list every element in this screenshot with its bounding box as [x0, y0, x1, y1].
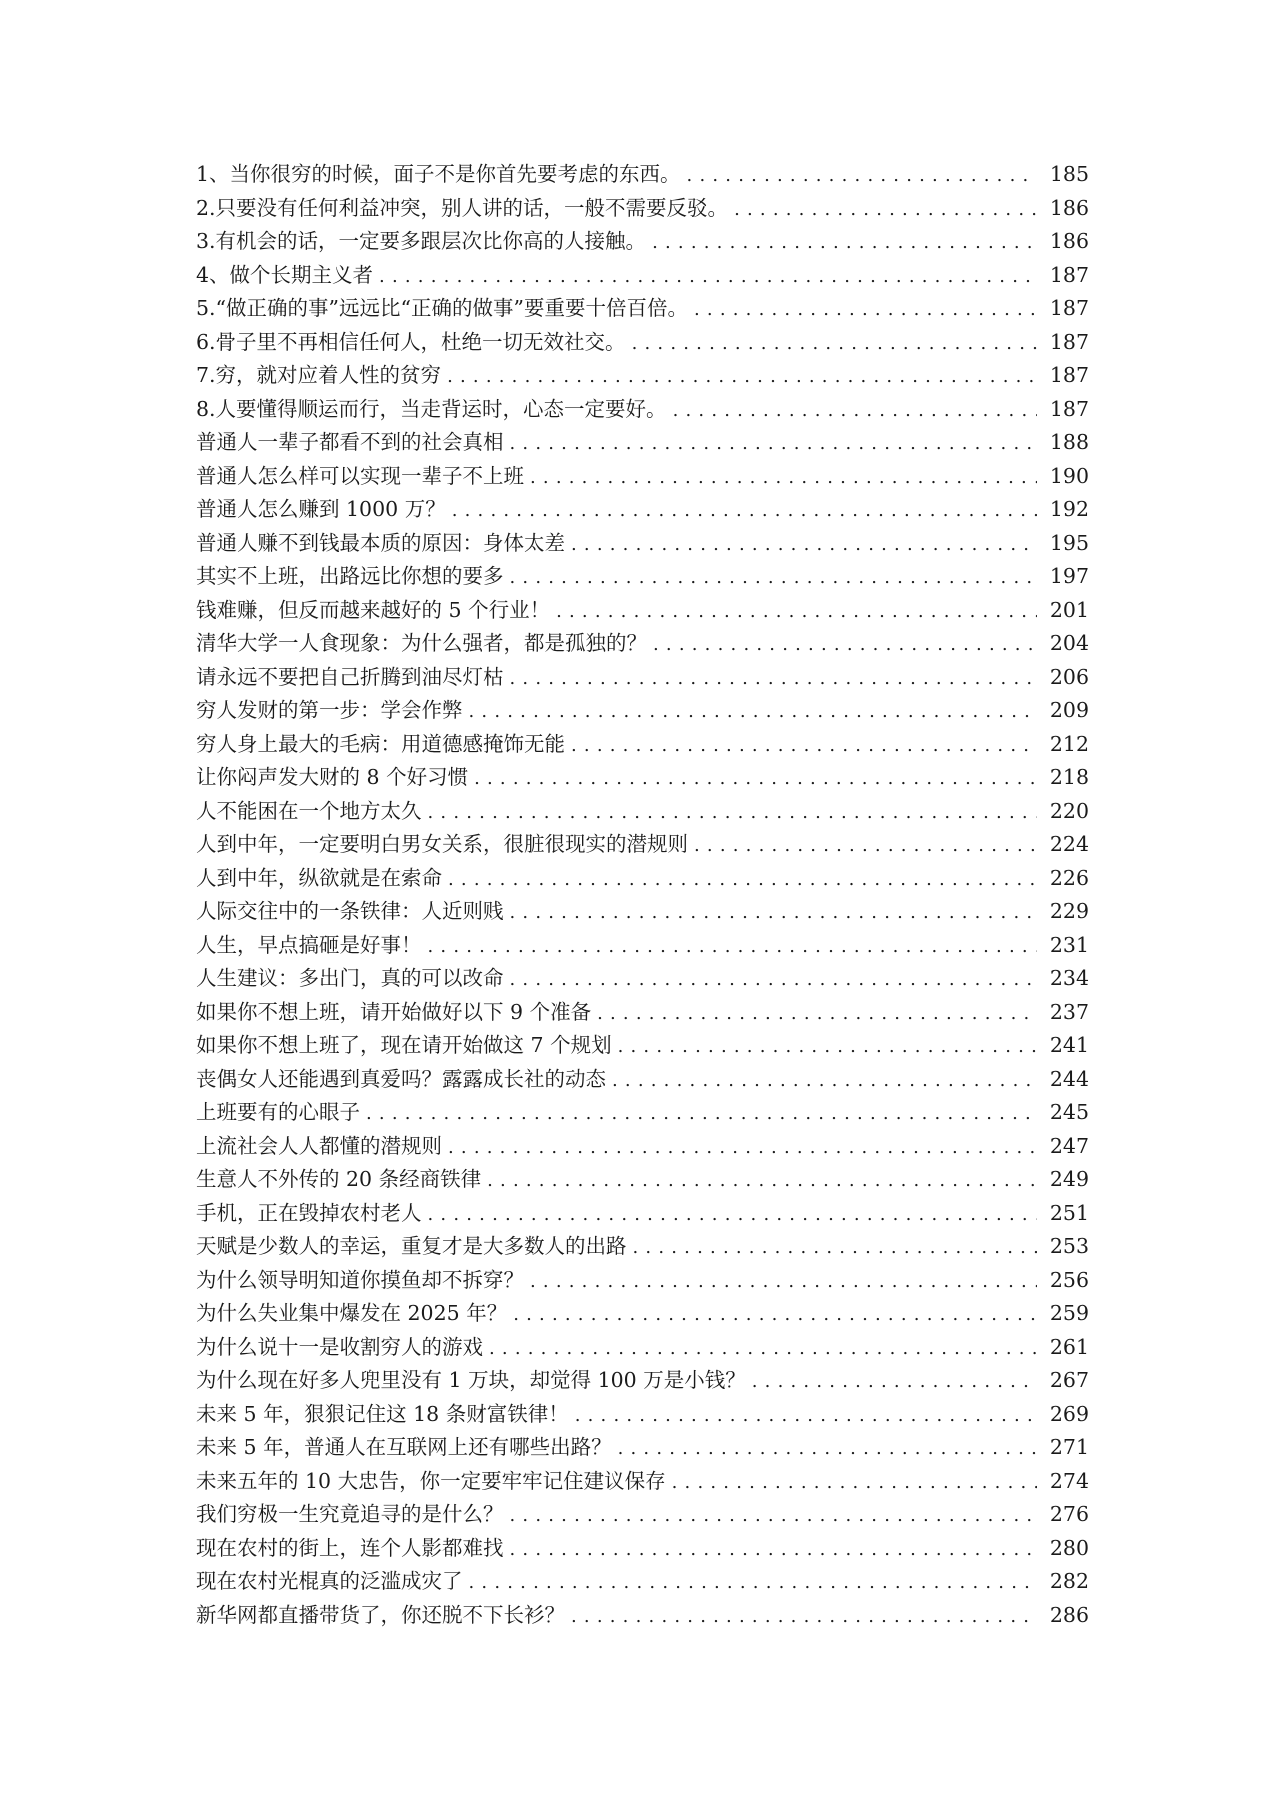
toc-dot-leader: [597, 997, 1037, 1031]
toc-entry[interactable]: [196, 225, 1089, 259]
toc-entry-page-number: 195: [1049, 530, 1089, 555]
toc-dot-leader: [448, 863, 1037, 897]
toc-entry-title: 钱难赚，但反而越来越好的 5 个行业！: [196, 597, 551, 622]
toc-entry[interactable]: [196, 627, 1089, 661]
toc-entry-title: 8.人要懂得顺运而行，当走背运时，心态一定要好。: [196, 396, 667, 421]
toc-entry-title: 为什么说十一是收割穷人的游戏: [196, 1334, 483, 1359]
toc-entry-title: 其实不上班，出路远比你想的要多: [196, 564, 504, 588]
toc-entry-title: 请永远不要把自己折腾到油尽灯枯: [196, 664, 504, 689]
toc-entry[interactable]: [196, 1163, 1089, 1197]
toc-entry[interactable]: [196, 1264, 1089, 1298]
toc-entry-title: 普通人怎么样可以实现一辈子不上班: [196, 463, 524, 488]
toc-entry[interactable]: [196, 1197, 1089, 1231]
toc-entry[interactable]: [196, 393, 1089, 427]
toc-entry[interactable]: [196, 527, 1089, 561]
toc-entry-title: 人到中年，纵欲就是在索命: [196, 865, 442, 890]
toc-entry[interactable]: [196, 996, 1089, 1030]
toc-entry[interactable]: [196, 962, 1089, 996]
toc-entry[interactable]: [196, 795, 1089, 829]
toc-entry-title: 1、当你很穷的时候，面子不是你首先要考虑的东西。: [196, 162, 681, 186]
toc-dot-leader: [474, 762, 1037, 796]
toc-entry-title: 未来五年的 10 大忠告，你一定要牢牢记住建议保存: [196, 1468, 666, 1493]
toc-entry-page-number: 249: [1049, 1167, 1089, 1191]
toc-entry-page-number: 245: [1049, 1100, 1089, 1124]
toc-entry-page-number: 234: [1049, 966, 1089, 990]
toc-entry-title: 未来 5 年，普通人在互联网上还有哪些出路？: [196, 1435, 612, 1459]
toc-entry-title: 丧偶女人还能遇到真爱吗？露露成长社的动态: [196, 1066, 606, 1091]
toc-dot-leader: [447, 360, 1037, 394]
toc-entry-page-number: 187: [1049, 363, 1089, 387]
toc-entry-page-number: 188: [1049, 430, 1089, 454]
table-of-contents: [196, 158, 1089, 1632]
toc-dot-leader: [510, 896, 1038, 930]
toc-entry-title: 穷人发财的第一步：学会作弊: [196, 698, 463, 722]
toc-entry-title: 人不能困在一个地方太久: [196, 798, 422, 823]
toc-entry-title: 我们穷极一生究竟追寻的是什么？: [196, 1502, 504, 1526]
toc-dot-leader: [571, 729, 1037, 763]
toc-dot-leader: [530, 1265, 1037, 1299]
toc-entry[interactable]: [196, 1431, 1089, 1465]
toc-dot-leader: [612, 1064, 1037, 1098]
toc-entry-title: 为什么现在好多人兜里没有 1 万块，却觉得 100 万是小钱？: [196, 1368, 746, 1392]
toc-entry[interactable]: [196, 1599, 1089, 1633]
toc-entry-page-number: 253: [1049, 1234, 1089, 1258]
toc-entry-page-number: 190: [1049, 463, 1089, 488]
toc-entry-page-number: 209: [1049, 698, 1089, 722]
toc-dot-leader: [618, 1030, 1037, 1064]
toc-dot-leader: [530, 461, 1037, 495]
toc-dot-leader: [653, 628, 1037, 662]
toc-entry-title: 天赋是少数人的幸运，重复才是大多数人的出路: [196, 1234, 627, 1258]
toc-entry-title: 普通人一辈子都看不到的社会真相: [196, 430, 504, 454]
toc-entry[interactable]: [196, 560, 1089, 594]
toc-dot-leader: [469, 1566, 1038, 1600]
toc-entry-title: 2.只要没有任何利益冲突，别人讲的话，一般不需要反驳。: [196, 195, 729, 220]
toc-entry[interactable]: [196, 929, 1089, 963]
toc-entry[interactable]: [196, 761, 1089, 795]
toc-entry-page-number: 280: [1049, 1535, 1089, 1560]
toc-entry[interactable]: [196, 1465, 1089, 1499]
toc-entry[interactable]: [196, 1364, 1089, 1398]
toc-entry[interactable]: [196, 1498, 1089, 1532]
toc-dot-leader: [469, 695, 1038, 729]
toc-dot-leader: [452, 494, 1037, 528]
toc-entry[interactable]: [196, 359, 1089, 393]
toc-entry-page-number: 204: [1049, 631, 1089, 655]
toc-dot-leader: [428, 930, 1038, 964]
toc-entry-page-number: 192: [1049, 497, 1089, 521]
toc-entry-title: 现在农村光棍真的泛滥成灾了: [196, 1569, 463, 1593]
toc-entry-page-number: 218: [1049, 765, 1089, 789]
toc-entry-page-number: 274: [1049, 1468, 1089, 1493]
toc-entry-title: 如果你不想上班，请开始做好以下 9 个准备: [196, 999, 592, 1024]
toc-entry-page-number: 267: [1049, 1368, 1089, 1392]
toc-entry[interactable]: [196, 1230, 1089, 1264]
toc-dot-leader: [489, 1332, 1037, 1366]
toc-entry[interactable]: [196, 694, 1089, 728]
toc-entry-title: 7.穷，就对应着人性的贫穷: [196, 363, 442, 387]
toc-dot-leader: [633, 1231, 1038, 1265]
toc-entry[interactable]: [196, 594, 1089, 628]
toc-dot-leader: [510, 561, 1038, 595]
toc-entry-page-number: 256: [1049, 1267, 1089, 1292]
toc-dot-leader: [652, 226, 1037, 260]
toc-entry[interactable]: [196, 158, 1089, 192]
toc-entry-page-number: 261: [1049, 1334, 1089, 1359]
toc-entry[interactable]: [196, 192, 1089, 226]
toc-entry-title: 普通人赚不到钱最本质的原因：身体太差: [196, 530, 565, 555]
toc-dot-leader: [379, 260, 1037, 294]
toc-dot-leader: [428, 1198, 1038, 1232]
toc-entry-page-number: 244: [1049, 1066, 1089, 1091]
toc-entry-page-number: 186: [1049, 195, 1089, 220]
toc-entry[interactable]: [196, 426, 1089, 460]
toc-entry-title: 未来 5 年，狠狠记住这 18 条财富铁律！: [196, 1401, 569, 1426]
toc-entry[interactable]: [196, 259, 1089, 293]
toc-entry-page-number: 187: [1049, 296, 1089, 320]
toc-entry-title: 上班要有的心眼子: [196, 1100, 360, 1124]
toc-entry[interactable]: [196, 1565, 1089, 1599]
toc-entry-page-number: 282: [1049, 1569, 1089, 1593]
toc-entry-page-number: 185: [1049, 162, 1089, 186]
toc-entry[interactable]: [196, 1130, 1089, 1164]
toc-dot-leader: [672, 1466, 1037, 1500]
toc-entry-title: 3.有机会的话，一定要多跟层次比你高的人接触。: [196, 229, 647, 253]
toc-entry-page-number: 241: [1049, 1033, 1089, 1057]
toc-entry-page-number: 187: [1049, 262, 1089, 287]
toc-entry-page-number: 251: [1049, 1200, 1089, 1225]
toc-dot-leader: [513, 1298, 1037, 1332]
toc-entry[interactable]: [196, 493, 1089, 527]
toc-entry-page-number: 237: [1049, 999, 1089, 1024]
toc-entry-title: 5.“做正确的事”远远比“正确的做事”要重要十倍百倍。: [196, 296, 688, 320]
toc-entry[interactable]: [196, 1063, 1089, 1097]
toc-entry-title: 人生建议：多出门，真的可以改命: [196, 966, 504, 990]
toc-entry-title: 人生，早点搞砸是好事！: [196, 932, 422, 957]
toc-dot-leader: [694, 293, 1037, 327]
toc-entry[interactable]: [196, 1096, 1089, 1130]
toc-dot-leader: [618, 1432, 1037, 1466]
toc-entry-title: 让你闷声发大财的 8 个好习惯: [196, 765, 469, 789]
toc-entry-title: 上流社会人人都懂的潜规则: [196, 1133, 442, 1158]
toc-entry-page-number: 197: [1049, 564, 1089, 588]
toc-dot-leader: [632, 327, 1037, 361]
toc-entry-page-number: 186: [1049, 229, 1089, 253]
toc-entry-title: 手机，正在毁掉农村老人: [196, 1200, 422, 1225]
toc-entry[interactable]: [196, 728, 1089, 762]
toc-entry-page-number: 229: [1049, 899, 1089, 923]
toc-entry-page-number: 259: [1049, 1301, 1089, 1325]
toc-entry-page-number: 226: [1049, 865, 1089, 890]
toc-dot-leader: [487, 1164, 1037, 1198]
toc-entry-title: 为什么领导明知道你摸鱼却不拆穿？: [196, 1267, 524, 1292]
toc-entry[interactable]: [196, 326, 1089, 360]
toc-entry[interactable]: [196, 1398, 1089, 1432]
toc-entry[interactable]: [196, 292, 1089, 326]
toc-entry[interactable]: [196, 1297, 1089, 1331]
toc-entry-page-number: 212: [1049, 731, 1089, 756]
toc-entry-page-number: 247: [1049, 1133, 1089, 1158]
toc-entry-title: 生意人不外传的 20 条经商铁律: [196, 1167, 482, 1191]
toc-entry[interactable]: [196, 862, 1089, 896]
toc-entry-title: 人际交往中的一条铁律：人近则贱: [196, 899, 504, 923]
toc-entry-title: 4、做个长期主义者: [196, 262, 374, 287]
toc-dot-leader: [556, 595, 1037, 629]
toc-dot-leader: [428, 796, 1038, 830]
toc-entry-title: 现在农村的街上，连个人影都难找: [196, 1535, 504, 1560]
toc-entry-title: 为什么失业集中爆发在 2025 年？: [196, 1301, 508, 1325]
toc-dot-leader: [575, 1399, 1037, 1433]
toc-entry-page-number: 187: [1049, 396, 1089, 421]
toc-entry-title: 人到中年，一定要明白男女关系，很脏很现实的潜规则: [196, 832, 688, 856]
toc-entry[interactable]: [196, 1029, 1089, 1063]
toc-entry-title: 穷人身上最大的毛病：用道德感掩饰无能: [196, 731, 565, 756]
toc-dot-leader: [510, 963, 1038, 997]
toc-entry-page-number: 276: [1049, 1502, 1089, 1526]
toc-entry[interactable]: [196, 895, 1089, 929]
toc-entry-title: 新华网都直播带货了，你还脱不下长衫？: [196, 1602, 565, 1627]
toc-dot-leader: [694, 829, 1037, 863]
toc-dot-leader: [734, 193, 1037, 227]
toc-entry-page-number: 220: [1049, 798, 1089, 823]
toc-entry-title: 6.骨子里不再相信任何人，杜绝一切无效社交。: [196, 329, 626, 354]
toc-dot-leader: [673, 394, 1037, 428]
toc-entry-page-number: 271: [1049, 1435, 1089, 1459]
toc-dot-leader: [510, 662, 1038, 696]
toc-entry-title: 如果你不想上班了，现在请开始做这 7 个规划: [196, 1033, 612, 1057]
toc-entry-page-number: 224: [1049, 832, 1089, 856]
toc-entry-page-number: 231: [1049, 932, 1089, 957]
toc-entry-page-number: 286: [1049, 1602, 1089, 1627]
toc-entry[interactable]: [196, 661, 1089, 695]
toc-dot-leader: [448, 1131, 1037, 1165]
toc-entry[interactable]: [196, 460, 1089, 494]
toc-entry-page-number: 187: [1049, 329, 1089, 354]
toc-dot-leader: [510, 1499, 1038, 1533]
toc-dot-leader: [510, 1533, 1038, 1567]
toc-dot-leader: [571, 1600, 1037, 1634]
toc-entry-page-number: 206: [1049, 664, 1089, 689]
toc-entry[interactable]: [196, 828, 1089, 862]
toc-entry[interactable]: [196, 1331, 1089, 1365]
toc-dot-leader: [752, 1365, 1037, 1399]
toc-entry-page-number: 201: [1049, 597, 1089, 622]
toc-entry-page-number: 269: [1049, 1401, 1089, 1426]
toc-dot-leader: [510, 427, 1038, 461]
toc-entry[interactable]: [196, 1532, 1089, 1566]
toc-dot-leader: [366, 1097, 1037, 1131]
toc-entry-title: 普通人怎么赚到 1000 万？: [196, 497, 446, 521]
toc-dot-leader: [571, 528, 1037, 562]
toc-entry-title: 清华大学一人食现象：为什么强者，都是孤独的？: [196, 631, 647, 655]
toc-dot-leader: [687, 159, 1037, 193]
